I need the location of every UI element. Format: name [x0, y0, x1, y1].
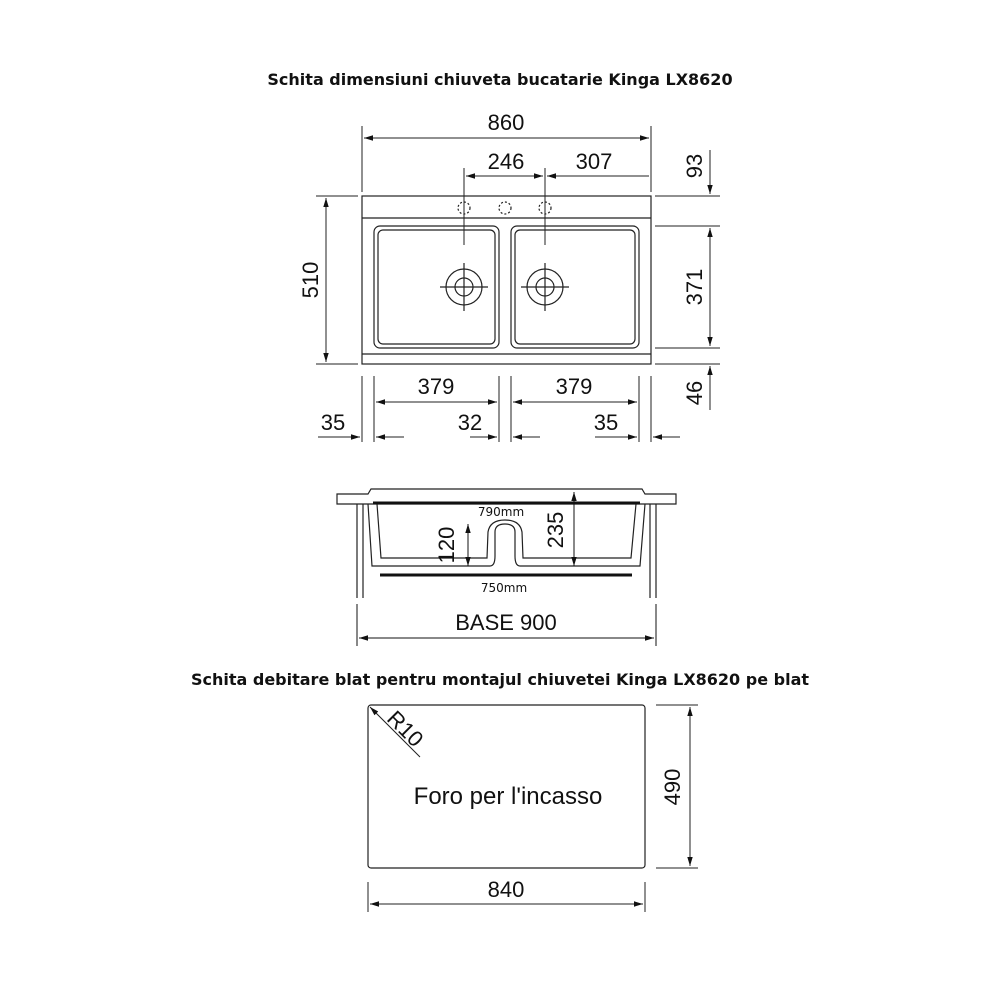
dim-tap-to-edge: 307: [575, 149, 613, 174]
right-drain: [521, 263, 569, 311]
dim-front-ledge: 46: [682, 380, 707, 406]
dim-cutout-height: 490: [660, 768, 685, 806]
dim-tap-offset: 246: [487, 149, 525, 174]
dim-overall-width: 860: [487, 110, 525, 135]
dim-left-margin: 35: [320, 410, 346, 435]
cutout-title: Schita debitare blat pentru montajul chiuvetei Kinga LX8620 pe blat: [190, 670, 810, 689]
dim-base: BASE 900: [455, 610, 557, 635]
dim-overall-depth: 510: [298, 261, 323, 299]
dim-top-width: 790mm: [477, 505, 525, 519]
dim-divider-height: 120: [434, 526, 459, 564]
top-view-labels: [298, 110, 707, 435]
cutout-labels: [382, 706, 685, 902]
dim-bowl-left: 379: [417, 374, 455, 399]
sink-outline: [362, 196, 651, 364]
dim-cutout-width: 840: [487, 877, 525, 902]
dim-back-ledge: 93: [682, 153, 707, 179]
dim-right-margin: 35: [593, 410, 619, 435]
dim-bottom-width: 750mm: [480, 581, 528, 595]
cutout-label: Foro per l'incasso: [413, 783, 603, 810]
dim-bowl-depth: 371: [682, 268, 707, 306]
dim-bowl-height: 235: [543, 511, 568, 549]
top-title: Schita dimensiuni chiuveta bucatarie Kinga LX8620: [267, 70, 733, 89]
dim-divider: 32: [457, 410, 483, 435]
sink-top-view: [362, 196, 651, 364]
tap-holes: [458, 202, 551, 214]
dim-radius: R10: [382, 705, 429, 752]
dim-bowl-right: 379: [555, 374, 593, 399]
left-drain: [440, 263, 488, 311]
